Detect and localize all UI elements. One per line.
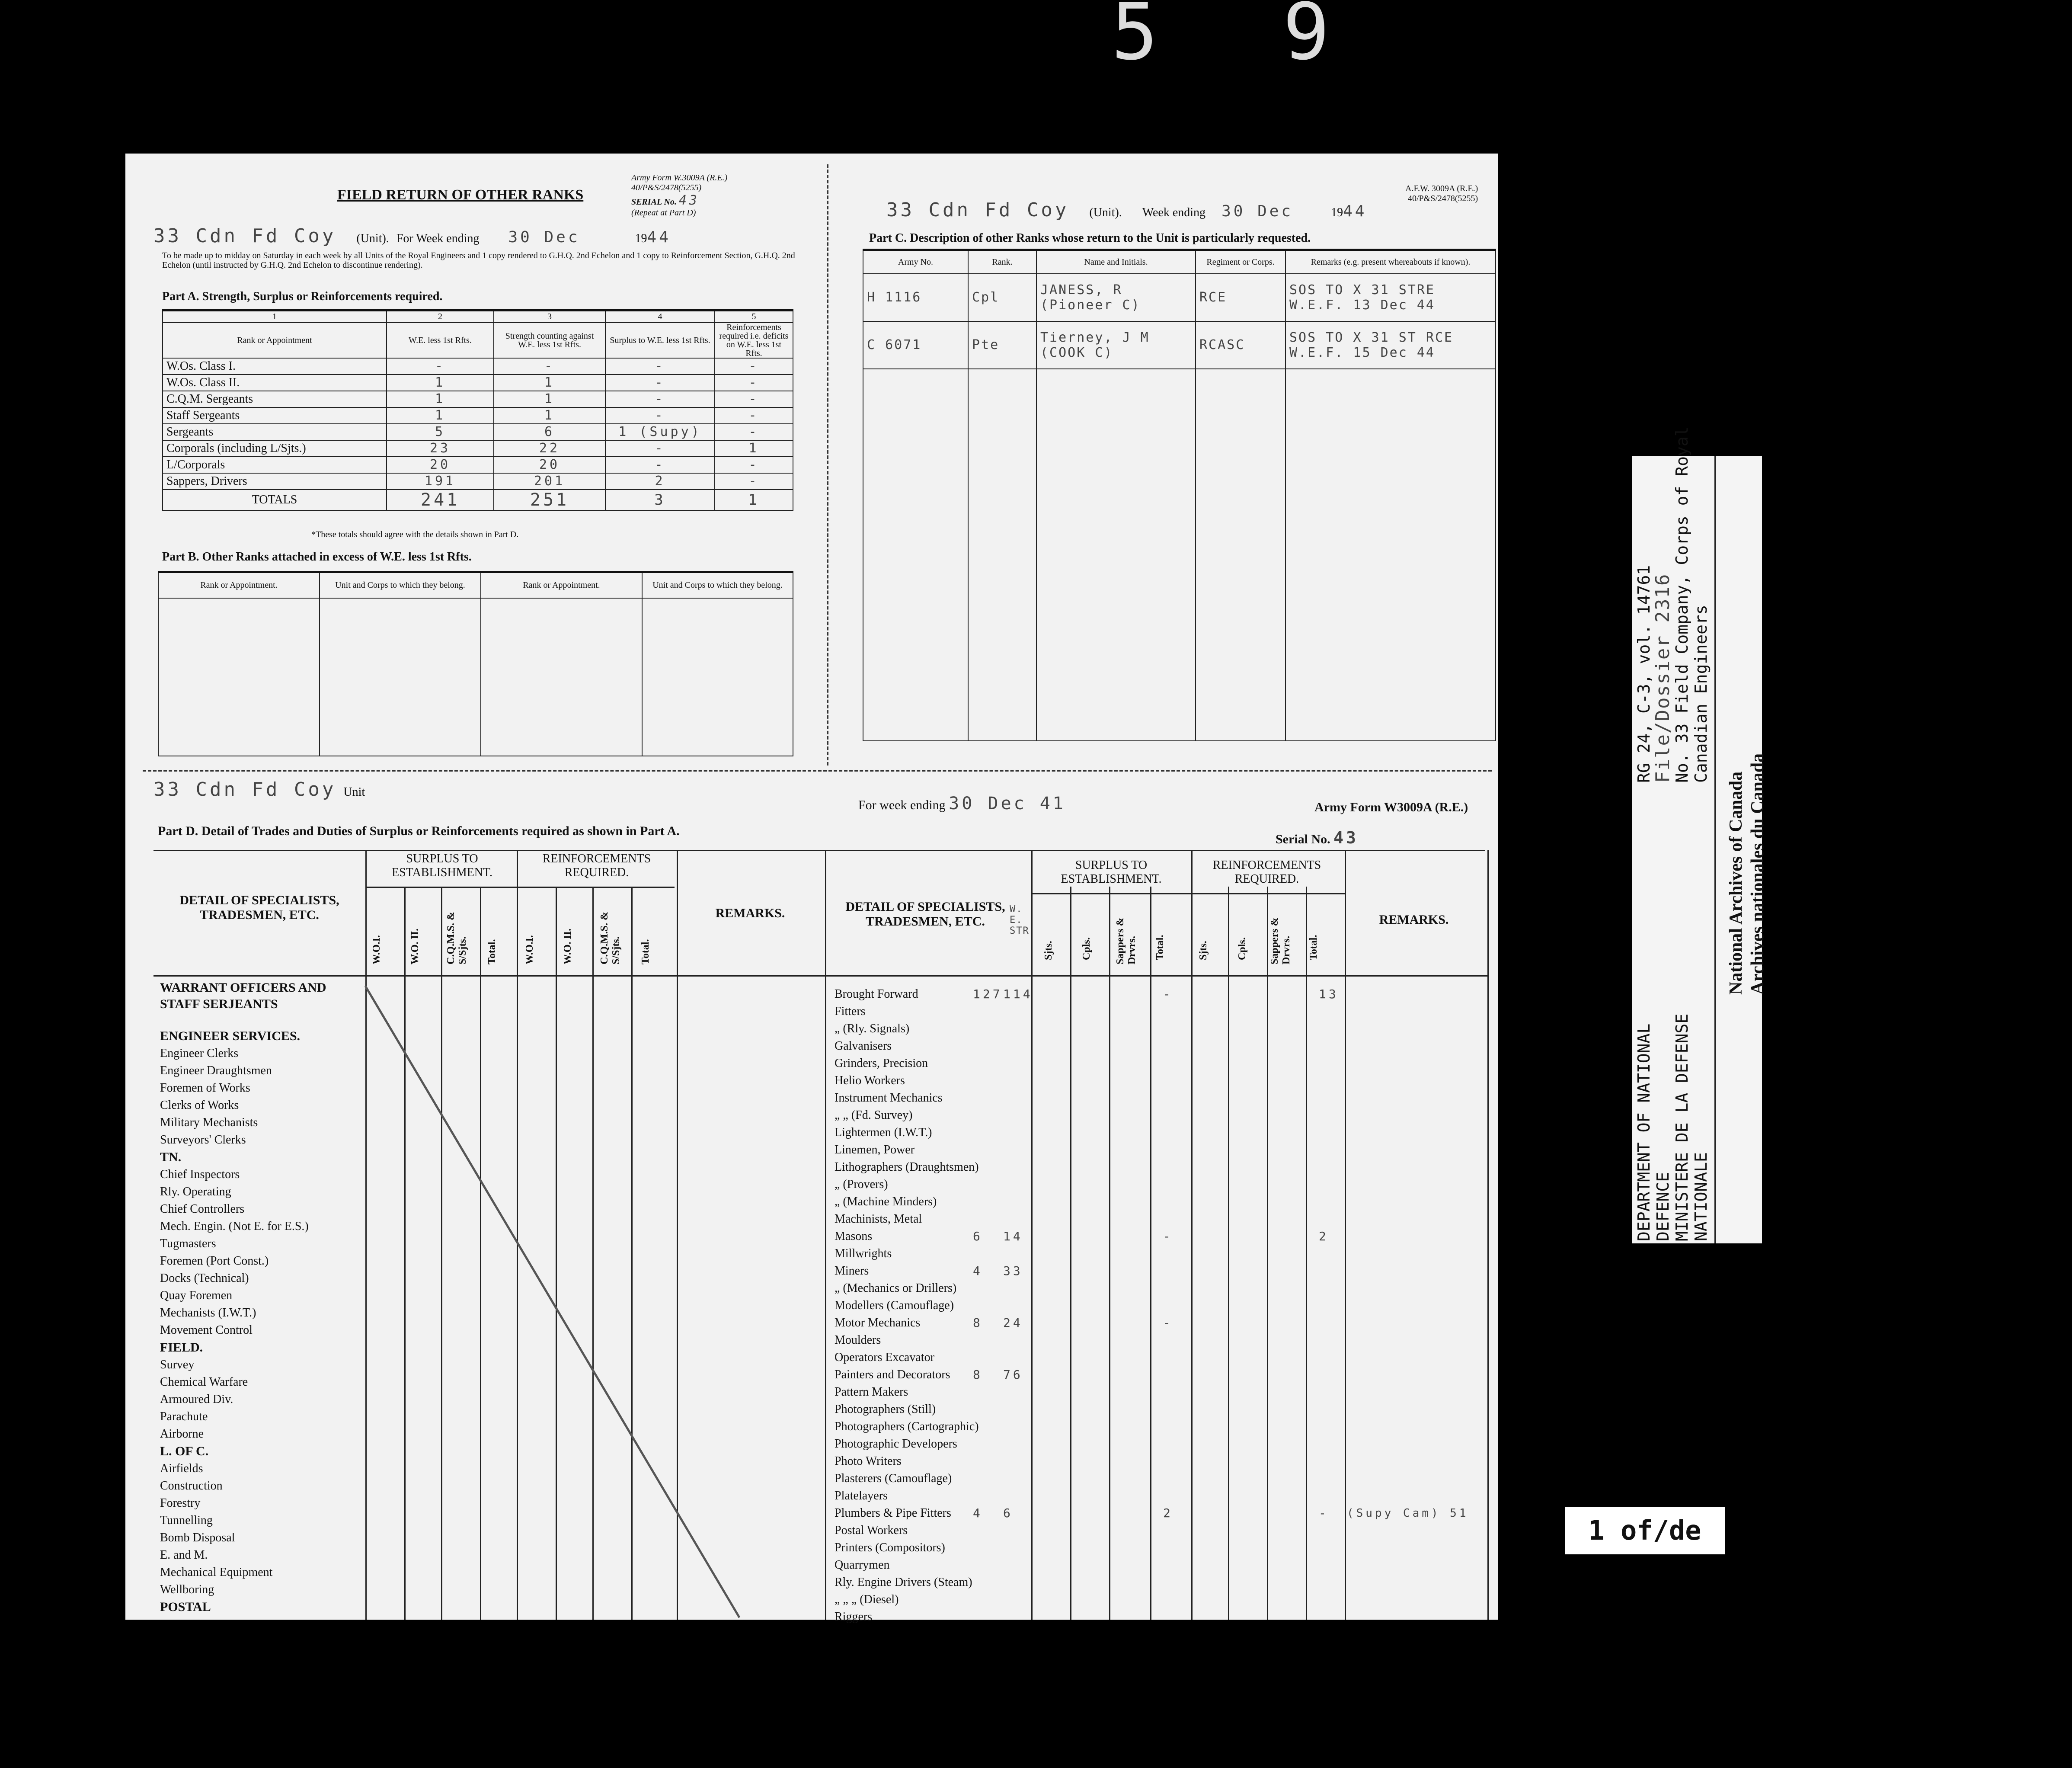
part-c-form-ref2-text: 40/P&S/2478(5255): [1407, 194, 1478, 203]
trade-label: Platelayers: [835, 1489, 888, 1502]
left-sub-cqms: C.Q.M.S. & S/Sjts.: [445, 912, 468, 964]
trade-label: Riggers: [835, 1610, 873, 1624]
strength-cell: 6: [494, 424, 605, 440]
trade-row: Tugmasters: [160, 1237, 216, 1250]
trade-row: Wellboring: [160, 1583, 214, 1596]
part-b-cell: [320, 598, 481, 756]
part-a-row: [163, 424, 793, 440]
header-rank: Rank or Appointment: [163, 323, 387, 358]
trade-row: Airborne: [160, 1427, 204, 1441]
trade-label: Masons: [835, 1230, 873, 1243]
surplus-cell: -: [605, 407, 715, 424]
section-heading: POSTAL: [160, 1600, 211, 1614]
trade-row: Engineer Draughtsmen: [160, 1064, 272, 1077]
left-rsub-cqms: C.Q.M.S. & S/Sjts.: [599, 912, 622, 964]
trade-label: Machinists, Metal: [835, 1212, 922, 1226]
totals-note: *These totals should agree with the details shown in Part D.: [311, 530, 519, 539]
right-rsub-cpls: Cpls.: [1237, 937, 1248, 960]
diagonal-strike-line: [363, 977, 752, 1622]
part-b-header-3: Rank or Appointment.: [481, 572, 642, 598]
trade-row: Airfields: [160, 1462, 203, 1475]
trade-label: Lightermen (I.W.T.): [835, 1126, 932, 1139]
form-ref-text: Army Form W.3009A (R.E.): [631, 173, 728, 183]
unit-label: (Unit).: [356, 232, 389, 245]
part-c-title: Part C. Description of other Ranks whose return to the Unit is particularly requested.: [869, 231, 1311, 245]
part-c-unit-label: (Unit).: [1089, 206, 1122, 219]
rank-cell: Staff Sergeants: [163, 407, 387, 424]
part-c-form-ref-text: A.F.W. 3009A (R.E.): [1405, 184, 1478, 193]
left-sub-total: Total.: [486, 939, 498, 964]
year-prefix: 19: [635, 232, 647, 245]
trade-label: Printers (Compositors): [835, 1541, 945, 1554]
part-c-cell: [1285, 369, 1496, 741]
trade-row: Chief Controllers: [160, 1202, 245, 1216]
archive-col2-line3: No. 33 Field Company, Corps of Royal: [1672, 426, 1691, 783]
part-c-unit-line: [886, 199, 1367, 221]
archive-col1-line3: MINISTERE DE LA DEFENSE: [1672, 1013, 1691, 1241]
trade-label: Operators Excavator: [835, 1351, 934, 1364]
part-c-header-no: Army No.: [863, 250, 968, 274]
we-cell: -: [387, 358, 494, 375]
part-a-row: [163, 473, 793, 490]
we-cell: 1: [387, 375, 494, 391]
archive-col1-line4: NATIONALE: [1691, 1152, 1711, 1241]
trade-label: Grinders, Precision: [835, 1057, 928, 1070]
right-surplus-header: SURPLUS TO ESTABLISHMENT.: [1061, 858, 1162, 886]
reinforcements-cell: -: [715, 391, 793, 407]
reinforcements-cell: -: [715, 473, 793, 490]
rank-cell: W.Os. Class I.: [163, 358, 387, 375]
reinforcements-cell: 1: [715, 440, 793, 457]
part-b-header-2: Unit and Corps to which they belong.: [320, 572, 481, 598]
strength-value: 14: [1003, 1229, 1023, 1243]
form-ref2-text: 40/P&S/2478(5255): [631, 183, 702, 192]
trade-row: Surveyors' Clerks: [160, 1133, 246, 1147]
totals-reinforcements: 1: [715, 490, 793, 510]
we-cell: 1: [387, 407, 494, 424]
right-handwritten-col: W.E. STR: [1010, 904, 1030, 936]
archive-text-col2: [1634, 426, 1711, 783]
we-cell: 191: [387, 473, 494, 490]
part-a-row: [163, 375, 793, 391]
trade-label: Helio Workers: [835, 1074, 905, 1087]
we-value: 8: [973, 1368, 983, 1382]
archives-fr: Archives nationales du Canada: [1748, 753, 1768, 995]
grid-minor-vline: [1150, 887, 1151, 1620]
trade-row: Foremen (Port Const.): [160, 1254, 269, 1268]
army-no-cell: H 1116: [863, 274, 968, 321]
strength-value: 33: [1003, 1264, 1023, 1278]
part-c-header-name: Name and Initials.: [1036, 250, 1196, 274]
rank-cell: L/Corporals: [163, 457, 387, 473]
reinforcements-cell: -: [715, 457, 793, 473]
serial-value: 43: [678, 193, 700, 208]
archive-col1-line1: DEPARTMENT OF NATIONAL: [1634, 1023, 1653, 1241]
trade-row: Clerks of Works: [160, 1099, 239, 1112]
right-remarks-header: REMARKS.: [1379, 913, 1449, 927]
right-rsub-sappers: Sappers & Drvrs.: [1269, 917, 1292, 964]
rank-cell: Pte: [968, 321, 1036, 369]
right-sub-total: Total.: [1154, 935, 1166, 960]
trade-label: Brought Forward: [835, 987, 918, 1001]
part-d-week-value: 30 Dec 41: [949, 794, 1066, 814]
grid-major-vline: [1191, 850, 1193, 1620]
row-remark: (Supy Cam) 51: [1347, 1507, 1469, 1520]
part-b-header-4: Unit and Corps to which they belong.: [642, 572, 793, 598]
part-a-row: [163, 391, 793, 407]
grid-major-vline: [825, 850, 826, 1620]
top-stamp: 5 9: [1111, 0, 1369, 77]
header-strength: Strength counting against W.E. less 1st Rfts.: [494, 323, 605, 358]
reinforcement-total: 13: [1319, 987, 1339, 1001]
grid-minor-vline: [1228, 887, 1229, 1620]
part-d-unit-value: 33 Cdn Fd Coy: [153, 778, 336, 801]
trade-label: Motor Mechanics: [835, 1316, 921, 1329]
part-c-table: [863, 249, 1496, 741]
grid-major-vline: [1031, 850, 1033, 1620]
trade-row: Tunnelling: [160, 1514, 213, 1527]
trade-label: „ (Machine Minders): [835, 1195, 937, 1208]
regiment-cell: RCASC: [1196, 321, 1285, 369]
surplus-cell: -: [605, 440, 715, 457]
strength-cell: 1: [494, 407, 605, 424]
col-num-5: 5: [715, 311, 793, 323]
part-a-row: [163, 407, 793, 424]
we-value: 6: [973, 1229, 983, 1243]
left-rein-header: REINFORCEMENTS REQUIRED.: [542, 852, 651, 879]
col-num-2: 2: [387, 311, 494, 323]
surplus-total: -: [1163, 987, 1173, 1001]
trade-label: „ (Rly. Signals): [835, 1022, 910, 1035]
section-heading: TN.: [160, 1150, 182, 1164]
trade-row: Chemical Warfare: [160, 1375, 248, 1389]
surplus-cell: -: [605, 375, 715, 391]
part-d-unit-label: Unit: [343, 785, 365, 799]
part-d-top-rule: [153, 850, 1485, 851]
trade-row: Mechanical Equipment: [160, 1566, 273, 1579]
part-a-title: Part A. Strength, Surplus or Reinforcements required.: [162, 290, 443, 303]
surplus-cell: 1 (Supy): [605, 424, 715, 440]
archives-en: National Archives of Canada: [1726, 771, 1746, 995]
strength-value: 114: [1003, 987, 1033, 1001]
trade-label: Photographic Developers: [835, 1437, 957, 1451]
strength-cell: -: [494, 358, 605, 375]
trade-label: Photo Writers: [835, 1454, 902, 1468]
serial-note: (Repeat at Part D): [631, 208, 696, 218]
trade-label: Galvanisers: [835, 1039, 892, 1053]
trade-label: Postal Workers: [835, 1524, 908, 1537]
left-sub-woi: W.O.I.: [371, 935, 382, 964]
trade-row: Construction: [160, 1479, 223, 1493]
we-value: 4: [973, 1506, 983, 1520]
col-num-4: 4: [605, 311, 715, 323]
trade-label: Lithographers (Draughtsmen): [835, 1160, 979, 1174]
reinforcements-cell: -: [715, 358, 793, 375]
trade-label: Pattern Makers: [835, 1385, 908, 1399]
part-b-cell: [158, 598, 320, 756]
trade-label: „ „ „ (Diesel): [835, 1593, 899, 1606]
part-c-header-remarks: Remarks (e.g. present whereabouts if known).: [1285, 250, 1496, 274]
part-c-year-value: 44: [1343, 202, 1367, 220]
right-rsub-total: Total.: [1308, 935, 1319, 960]
surplus-total: 2: [1163, 1506, 1173, 1520]
regiment-cell: RCE: [1196, 274, 1285, 321]
rank-cell: W.Os. Class II.: [163, 375, 387, 391]
left-remarks-header: REMARKS.: [715, 906, 785, 920]
part-d-week-line: [858, 794, 1066, 814]
left-rsub-woii: W.O. II.: [562, 928, 573, 964]
section-heading: L. OF C.: [160, 1444, 209, 1458]
trade-label: Photographers (Cartographic): [835, 1420, 979, 1433]
reinforcements-cell: -: [715, 407, 793, 424]
grid-sub-hline: [365, 887, 675, 888]
section-heading: ENGINEER SERVICES.: [160, 1029, 301, 1043]
strength-cell: 20: [494, 457, 605, 473]
rank-cell: Sergeants: [163, 424, 387, 440]
unit-value: 33 Cdn Fd Coy: [153, 225, 336, 247]
we-value: 4: [973, 1264, 983, 1278]
archive-label-rule: [1714, 456, 1716, 1243]
reinforcements-cell: -: [715, 424, 793, 440]
serial-label: SERIAL No.: [631, 197, 677, 207]
trade-label: Moulders: [835, 1333, 881, 1347]
archive-col2-line2: File/Dossier 2316: [1652, 573, 1674, 783]
header-surplus: Surplus to W.E. less 1st Rfts.: [605, 323, 715, 358]
page-counter: 1 of/de: [1563, 1505, 1727, 1556]
year-value: 44: [647, 228, 671, 246]
archive-col1-line2: DEFENCE: [1653, 1172, 1672, 1241]
strength-value: 76: [1003, 1368, 1023, 1382]
rank-cell: Sappers, Drivers: [163, 473, 387, 490]
trade-row: E. and M.: [160, 1548, 208, 1562]
trade-row: Parachute: [160, 1410, 208, 1423]
trade-row: Armoured Div.: [160, 1393, 233, 1406]
trade-label: Rly. Engine Drivers (Steam): [835, 1576, 972, 1589]
trade-row: Chief Inspectors: [160, 1168, 240, 1181]
we-cell: 5: [387, 424, 494, 440]
part-c-row: [863, 321, 1496, 369]
unit-line: [153, 225, 671, 247]
grid-minor-vline: [1070, 887, 1071, 1620]
trade-label: „ „ (Fd. Survey): [835, 1108, 913, 1122]
reinforcement-total: -: [1319, 1506, 1329, 1520]
rank-cell: C.Q.M. Sergeants: [163, 391, 387, 407]
grid-minor-vline: [1267, 887, 1268, 1620]
grid-sub-hline: [1031, 893, 1345, 894]
week-value: 30 Dec: [508, 228, 580, 246]
part-c-year-prefix: 19: [1331, 206, 1343, 219]
left-rsub-total: Total.: [640, 939, 651, 964]
part-d-week-label: For week ending: [858, 798, 946, 812]
strength-cell: 201: [494, 473, 605, 490]
we-cell: 20: [387, 457, 494, 473]
instructions: To be made up to midday on Saturday in each week by all Units of the Royal Engineers and 1 copy rendered to G.H.Q. 2nd Echelon and 1 copy to Reinforcement Section, G.H.Q. 2nd Echelon (until instructed by G.H.Q. 2nd Echelon to discontinue rendering).: [162, 251, 795, 270]
right-detail-header: DETAIL OF SPECIALISTS, TRADESMEN, ETC.: [845, 900, 1005, 929]
trade-row: Engineer Clerks: [160, 1047, 239, 1060]
left-sub-woii: W.O. II.: [409, 928, 421, 964]
surplus-cell: -: [605, 391, 715, 407]
part-c-cell: [968, 369, 1036, 741]
we-cell: 1: [387, 391, 494, 407]
part-c-header-rank: Rank.: [968, 250, 1036, 274]
totals-label: TOTALS: [163, 490, 387, 510]
trade-label: Plasterers (Camouflage): [835, 1472, 952, 1485]
header-reinforcements: Reinforcements required i.e. deficits on W.E. less 1st Rfts.: [715, 323, 793, 358]
form-title: FIELD RETURN OF OTHER RANKS: [337, 187, 584, 203]
we-cell: 23: [387, 440, 494, 457]
right-sub-sjts: Sjts.: [1043, 941, 1054, 960]
grid-header-hline: [153, 975, 1487, 977]
we-value: 8: [973, 1316, 983, 1330]
part-c-cell: [1196, 369, 1285, 741]
surplus-cell: -: [605, 457, 715, 473]
archive-col2-line1: RG 24, C-3, vol. 14761: [1634, 565, 1653, 783]
section-heading: FIELD.: [160, 1340, 203, 1355]
grid-minor-vline: [1306, 887, 1307, 1620]
rank-cell: Cpl: [968, 274, 1036, 321]
section-heading: WARRANT OFFICERS AND STAFF SERJEANTS: [160, 980, 326, 1011]
trade-label: „ (Mechanics or Drillers): [835, 1281, 957, 1295]
form-ref: [631, 173, 727, 218]
part-c-form-ref: [1405, 184, 1478, 204]
archive-text-col1: [1634, 1014, 1711, 1241]
part-b-header-1: Rank or Appointment.: [158, 572, 320, 598]
strength-cell: 1: [494, 391, 605, 407]
reinforcements-cell: -: [715, 375, 793, 391]
trade-label: „ (Provers): [835, 1178, 888, 1191]
part-c-unit-value: 33 Cdn Fd Coy: [886, 199, 1069, 221]
part-a-rows: [163, 358, 793, 490]
trade-row: Quay Foremen: [160, 1289, 233, 1302]
section-divider-horizontal: [143, 770, 1492, 772]
trade-row: Docks (Technical): [160, 1272, 249, 1285]
part-c-rows: [863, 274, 1496, 369]
strength-cell: 1: [494, 375, 605, 391]
part-a-table: [162, 309, 793, 511]
trade-row: Foremen of Works: [160, 1081, 250, 1095]
part-c-cell: [863, 369, 968, 741]
part-c-week-value: 30 Dec: [1221, 202, 1294, 220]
part-a-row: [163, 440, 793, 457]
left-detail-header: DETAIL OF SPECIALISTS, TRADESMEN, ETC.: [179, 893, 339, 922]
right-sub-cpls: Cpls.: [1081, 937, 1092, 960]
part-d-serial: [1276, 828, 1359, 847]
part-b-table: [158, 571, 793, 756]
part-b-cell: [642, 598, 793, 756]
grid-major-vline: [1345, 850, 1346, 1620]
strength-value: 24: [1003, 1316, 1023, 1330]
strength-value: 6: [1003, 1506, 1013, 1520]
part-c-header-regt: Regiment or Corps.: [1196, 250, 1285, 274]
right-rein-header: REINFORCEMENTS REQUIRED.: [1212, 858, 1321, 886]
we-value: 127: [973, 987, 1003, 1001]
national-archives-text: [1725, 753, 1768, 995]
army-no-cell: C 6071: [863, 321, 968, 369]
trade-row: Military Mechanists: [160, 1116, 258, 1129]
trade-row: Rly. Operating: [160, 1185, 231, 1198]
name-cell: Tierney, J M (COOK C): [1036, 321, 1196, 369]
trade-label: Millwrights: [835, 1247, 892, 1260]
strength-cell: 22: [494, 440, 605, 457]
header-we: W.E. less 1st Rfts.: [387, 323, 494, 358]
week-label: For Week ending: [396, 232, 480, 245]
part-c-cell: [1036, 369, 1196, 741]
trade-label: Miners: [835, 1264, 869, 1278]
trade-label: Photographers (Still): [835, 1403, 936, 1416]
trade-label: Modellers (Camouflage): [835, 1299, 954, 1312]
trade-label: Linemen, Power: [835, 1143, 915, 1156]
part-d-unit-line: [153, 778, 365, 801]
archive-col2-line4: Canadian Engineers: [1691, 605, 1711, 783]
part-b-cell: [481, 598, 642, 756]
surplus-total: -: [1163, 1229, 1173, 1243]
trade-label: Painters and Decorators: [835, 1368, 950, 1381]
trade-label: Instrument Mechanics: [835, 1091, 943, 1105]
surplus-cell: 2: [605, 473, 715, 490]
totals-surplus: 3: [605, 490, 715, 510]
col-num-3: 3: [494, 311, 605, 323]
col-num-1: 1: [163, 311, 387, 323]
remarks-cell: SOS TO X 31 ST RCE W.E.F. 15 Dec 44: [1285, 321, 1496, 369]
part-d-title: Part D. Detail of Trades and Duties of Surplus or Reinforcements required as shown in Part A.: [158, 824, 680, 838]
surplus-total: -: [1163, 1316, 1173, 1330]
name-cell: JANESS, R (Pioneer C): [1036, 274, 1196, 321]
reinforcement-total: 2: [1319, 1229, 1329, 1243]
rank-cell: Corporals (including L/Sjts.): [163, 440, 387, 457]
trade-row: Forestry: [160, 1496, 201, 1510]
totals-we: 241: [387, 490, 494, 510]
trade-label: Quarrymen: [835, 1558, 890, 1572]
trade-label: Fitters: [835, 1005, 866, 1018]
trade-row: Movement Control: [160, 1323, 253, 1337]
part-c-row: [863, 274, 1496, 321]
part-d-serial-label: Serial No.: [1276, 832, 1330, 846]
left-surplus-header: SURPLUS TO ESTABLISHMENT.: [392, 852, 492, 879]
section-divider-vertical: [827, 164, 828, 765]
remarks-cell: SOS TO X 31 STRE W.E.F. 13 Dec 44: [1285, 274, 1496, 321]
part-a-row: [163, 358, 793, 375]
trade-row: Mech. Engin. (Not E. for E.S.): [160, 1220, 309, 1233]
trade-label: Plumbers & Pipe Fitters: [835, 1506, 951, 1520]
part-d-form-ref: Army Form W3009A (R.E.): [1314, 800, 1468, 814]
grid-minor-vline: [1109, 887, 1110, 1620]
part-d-serial-value: 43: [1333, 828, 1359, 847]
part-b-title: Part B. Other Ranks attached in excess of W.E. less 1st Rfts.: [162, 550, 472, 564]
surplus-cell: -: [605, 358, 715, 375]
trade-row: Mechanists (I.W.T.): [160, 1306, 256, 1320]
left-rsub-woi: W.O.I.: [524, 935, 535, 964]
trade-row: Survey: [160, 1358, 195, 1371]
right-rsub-sjts: Sjts.: [1198, 941, 1209, 960]
part-a-row: [163, 457, 793, 473]
trade-row: Bomb Disposal: [160, 1531, 235, 1544]
grid-major-vline: [1487, 850, 1489, 1620]
part-c-week-label: Week ending: [1142, 206, 1206, 219]
right-sub-sappers: Sappers & Drvrs.: [1115, 917, 1138, 964]
totals-strength: 251: [494, 490, 605, 510]
